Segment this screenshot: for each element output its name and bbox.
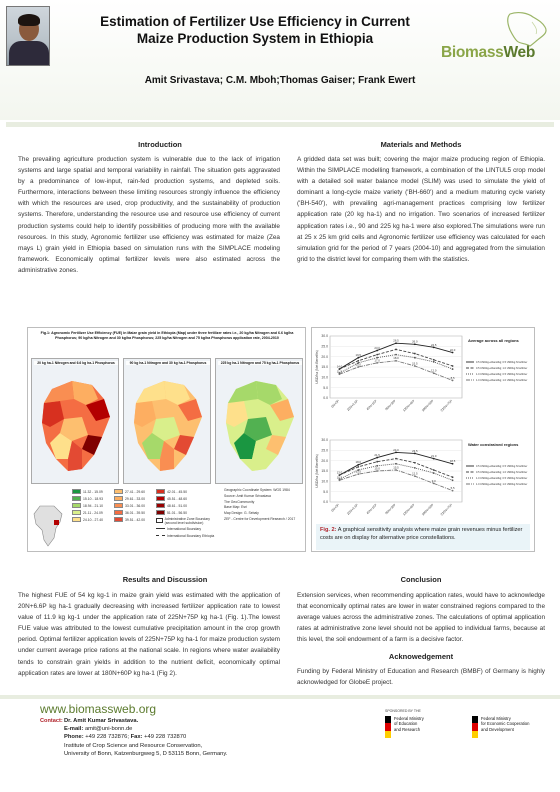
y-tick-label: 10.0 <box>321 375 328 380</box>
methods-title: Materials and Methods <box>380 140 462 149</box>
legend-boundary-zone: Administrative Zone Boundary (second level subdivision) <box>156 516 220 525</box>
data-label: 18.0 <box>393 356 399 361</box>
y-tick-label: 15.0 <box>321 469 328 474</box>
data-label: 21.0 <box>430 454 437 458</box>
data-label: 24.5 <box>430 342 437 347</box>
legend-label: 0.5 USD/kg-ethanol/kg; 1.0 USD/kg N fertilizer <box>476 471 528 474</box>
x-tick-label: 180N+60P <box>420 502 435 517</box>
contact-label: Contact: <box>40 718 63 724</box>
data-point <box>433 359 435 361</box>
data-point <box>376 354 378 356</box>
x-tick-label: 180N+60P <box>420 398 435 413</box>
data-label: 12.5 <box>412 471 418 476</box>
authors: Amit Srivastava; C.M. Mboh;Thomas Gaiser; Frank Ewert <box>144 75 416 86</box>
x-tick-label: 225N+75P <box>439 398 454 413</box>
x-tick-label: 225N+75P <box>439 502 454 517</box>
sponsor-bmbf: Federal Ministry of Education and Research <box>385 716 424 732</box>
y-tick-label: 30.0 <box>321 438 328 443</box>
map-panel-3 <box>215 358 303 484</box>
introduction-text: The prevailing agriculture production system is vulnerable due to the lack of irrigation systems and large spatial and temporal variability in rainfall. The situation gets aggravated by a predominance of low-input, rain-fed production systems, and depleted soils. Furthermore, interactions between these limiting resources strongly influence the efficiency with which the resources are used, crop productivity, and the sustainability of production systems. Therefore, understanding the resource use and resource use efficiency of current production systems could help to identify possibilities of producing more with the available resources. In this study, Agronomic fertilizer use efficiency was estimated for maize (Zea mays L) grain yield in Ethiopia based on simulation runs with the SIMPLACE modeling framework. Economically optimal fertilizer levels were also estimated across the administrative zones. <box>18 156 280 274</box>
data-label: 21.5 <box>374 452 380 457</box>
data-label: 26.0 <box>412 339 418 344</box>
y-axis-label: USD/ha (Net Benefits) <box>315 454 319 488</box>
y-tick-label: 25.0 <box>321 344 328 349</box>
legend-item: 33.01 - 36.00 <box>114 502 152 509</box>
y-tick-label: 30.0 <box>321 334 328 339</box>
data-label: 15.5 <box>393 465 399 470</box>
section-divider <box>6 122 554 127</box>
data-label: 5.5 <box>450 486 455 491</box>
x-tick-label: 135N+45P <box>402 398 416 413</box>
map-2-label: 90 kg ha-1 Nitrogen and 30 kg ha-1 Phosphorus <box>126 361 210 365</box>
data-label: 10.5 <box>336 475 343 480</box>
data-point <box>452 368 454 370</box>
y-tick-label: 0.0 <box>323 396 328 401</box>
legend-item: 42.01 - 45.50 <box>156 488 220 495</box>
data-label: 17.0 <box>374 358 380 363</box>
legend-item: 27.41 - 29.60 <box>114 488 152 495</box>
africa-locator-map-icon <box>32 504 66 548</box>
contact-name: Dr. Amit Kumar Srivastava. <box>64 718 139 724</box>
legend-col-2 <box>114 488 152 523</box>
figure-1-metadata: Geographic Coordinate System: WGS 1984 Source: Amit Kumar Srivastava The GeoCommunity Base Map: Esri Map Design: G. Sebaly ZEF - Centre for Development Research / 2017 <box>224 488 296 521</box>
data-label: 18.5 <box>449 459 456 464</box>
legend-label: 0.5 USD/kg-ethanol/kg; 0.5 USD/kg N fertilizer <box>476 465 528 468</box>
figure-1-caption: Fig.1: Agronomic Fertilizer Use Efficiency (FUE) in Maize grain yield in Ethiopia (Map) under three fertilizer rates i.e., 20 kg/ha Nitrogen and 6.6 kg/ha Phosphorus; 90 kg/ha Nitrogen and 30 kg/ha Phosphorus; 225 kg/ha Nitrogen and 75 kg/ha Phosphorus application rate, 2004-2010 <box>40 331 294 340</box>
legend-item: 45.51 - 48.60 <box>156 495 220 502</box>
legend-label: 1.0 USD/kg-ethanol/kg; 1.0 USD/kg N fertilizer <box>476 379 528 382</box>
german-flag-icon <box>472 716 478 738</box>
legend-col-1 <box>72 488 110 523</box>
data-point <box>414 462 416 464</box>
sponsor-bmz: Federal Ministry for Economic Cooperation and Development <box>472 716 529 732</box>
ethiopia-map-3 <box>216 359 302 483</box>
legend-item: 29.61 - 33.00 <box>114 495 152 502</box>
data-label: 14.0 <box>336 364 343 369</box>
legend-item: 36.01 - 39.50 <box>114 509 152 516</box>
x-tick-label: 0N+0P <box>330 398 341 409</box>
introduction-title: Introduction <box>138 140 182 149</box>
author-photo <box>6 6 50 66</box>
panel-title: Water constrained regions <box>468 442 519 447</box>
x-tick-label: 135N+45P <box>402 502 416 517</box>
legend-label: 1.0 USD/kg-ethanol/kg; 1.0 USD/kg N fertilizer <box>476 483 528 486</box>
legend-item: 11.32 - 15.09 <box>72 488 110 495</box>
data-label: 18.0 <box>355 460 362 465</box>
x-tick-label: 90N+30P <box>384 398 397 412</box>
y-axis-label: USD/ha (Net Benefits) <box>315 350 319 384</box>
y-tick-label: 25.0 <box>321 448 328 453</box>
y-tick-label: 10.0 <box>321 479 328 484</box>
legend-item: 18.94 - 21.10 <box>72 502 110 509</box>
legend-label: 0.5 USD/kg-ethanol/kg; 0.5 USD/kg N fertilizer <box>476 361 528 364</box>
data-point <box>433 472 435 474</box>
legend-item: 15.10 - 18.93 <box>72 495 110 502</box>
map-panel-1 <box>31 358 119 484</box>
biomassweb-logo-text: BiomassWeb <box>440 44 536 61</box>
y-tick-label: 0.0 <box>323 500 328 505</box>
data-label: 13.0 <box>336 470 343 475</box>
data-label: 26.5 <box>393 338 399 343</box>
legend-label: 1.0 USD/kg-ethanol/kg; 0.5 USD/kg N fertilizer <box>476 373 528 376</box>
data-label: 11.5 <box>336 369 343 374</box>
ethiopia-map-1 <box>32 359 118 483</box>
data-label: 22.0 <box>449 347 456 352</box>
y-tick-label: 20.0 <box>321 354 328 359</box>
legend-item: 51.01 - 56.50 <box>156 509 220 516</box>
y-tick-label: 15.0 <box>321 365 328 370</box>
figure-1-map <box>27 327 306 552</box>
x-tick-label: 45N+15P <box>365 398 378 412</box>
data-label: 23.5 <box>412 448 418 453</box>
y-tick-label: 20.0 <box>321 458 328 463</box>
data-label: 13.5 <box>355 469 362 474</box>
x-tick-label: 90N+30P <box>384 502 397 516</box>
ethiopia-map-2 <box>124 359 210 483</box>
data-label: 15.0 <box>374 466 380 471</box>
figure-2-caption: Fig. 2: A graphical sensitivity analysis where maize grain revenues minus fertilizer costs are on display for alternative price constellations. <box>316 524 530 550</box>
data-label: 19.5 <box>355 353 362 358</box>
legend-label: 0.5 USD/kg-ethanol/kg; 1.0 USD/kg N fertilizer <box>476 367 528 370</box>
data-point <box>395 349 397 351</box>
map-panel-2 <box>123 358 211 484</box>
data-point <box>452 365 454 367</box>
data-point <box>452 479 454 481</box>
acknowledgement-title: Acknowedgement <box>388 652 454 661</box>
conclusion-title: Conclusion <box>400 575 442 584</box>
website-link[interactable]: www.biomassweb.org <box>40 702 157 716</box>
x-tick-label: 20N+6.6P <box>346 398 359 412</box>
data-point <box>414 353 416 355</box>
data-label: 15.5 <box>412 361 418 366</box>
data-point <box>395 458 397 460</box>
data-label: 24.0 <box>393 447 399 452</box>
sponsored-by-label: SPONSORED BY THE <box>385 709 421 713</box>
map-1-label: 20 kg ha-1 Nitrogen and 6.6 kg ha-1 Phosphorus <box>34 361 118 365</box>
data-point <box>433 361 435 363</box>
methods-text: A gridded data set was built; covering the major maize producing region of Ethiopia. Within the SIMPLACE modelling framework, a combination of the LINTUL5 crop model with a detailed soil water balance model (SLIM) was used to simulate the yield of dominant a long-cycle maize variety ('BH-660') and a medium maturing cycle variety ('BH-540'), with prevailing agri-management practices comprising low fertilizer application rate (20 kg ha-1) and no irrigation. Two scenarios of increased fertilizer application rates i.e., 90 and 225 kg ha-1 were also explored.The simulations were run at 25 x 25 km grid cells and Agronomic fertilizer use efficiency was calculated for each simulation grid for the period of 7 years (2004-10) and aggregated from the simulation grid to the district level for comparing them with the statistics. <box>297 156 545 263</box>
figure-2-chart <box>311 327 535 552</box>
results-title: Results and Discussion <box>122 575 208 584</box>
map-3-label: 225 kg ha-1 Nitrogen and 75 kg ha-1 Phosphorus <box>218 361 302 365</box>
data-point <box>414 467 416 469</box>
contact-email[interactable]: amit@uni-bonn.de <box>84 726 133 733</box>
results-text: The highest FUE of 54 kg kg-1 in maize grain yield was estimated with the application of 20N+6.6P kg ha-1 gradually decreasing with increased fertilizer application rate to lowest value of 11.9 kg kg-1 under the application rate of 225N+75P kg ha-1 (Fig. 1).The lowest FUE value was attributed to the lowest cumulative precipitation amount in the crop growth period. Optimal fertilizer application levels of 225N+75P kg ha-1 for maize production system under current average price rations at the national scale. In regions where water availability tends to constrain grain yields in addition to the nutrient deficit, economically optimal application rates are lower at 180N+60P kg ha-1 (Fig 2). <box>18 592 280 677</box>
x-tick-label: 0N+0P <box>330 502 341 513</box>
y-tick-label: 5.0 <box>323 385 328 390</box>
legend-item: 39.51 - 42.00 <box>114 516 152 523</box>
x-tick-label: 45N+15P <box>365 502 378 516</box>
data-point <box>433 469 435 471</box>
legend-col-3 <box>156 488 220 539</box>
biomassweb-africa-logo-icon <box>432 8 557 78</box>
net-benefit-charts <box>312 328 534 522</box>
data-point <box>452 476 454 478</box>
x-tick-label: 20N+6.6P <box>346 502 359 516</box>
data-label: 23.0 <box>374 345 380 350</box>
data-point <box>357 466 359 468</box>
data-label: 8.5 <box>450 375 455 380</box>
data-point <box>376 461 378 463</box>
german-flag-icon <box>385 716 391 738</box>
poster-title: Estimation of Fertilizer Use Efficiency in Current Maize Production System in Ethiopia <box>100 14 410 46</box>
legend-item: 21.11 - 24.09 <box>72 509 110 516</box>
legend-item: 24.10 - 27.40 <box>72 516 110 523</box>
data-label: 9.0 <box>431 478 436 483</box>
data-label: 15.0 <box>355 362 362 367</box>
data-point <box>414 357 416 359</box>
legend-item: 48.61 - 51.00 <box>156 502 220 509</box>
data-label: 12.0 <box>430 368 437 373</box>
contact-details: Dr. Amit Kumar Srivastava. E-mail: amit@uni-bonn.de Phone: +49 228 732876; Fax: +49 228 732870 Institute of Crop Science and Resource Conservation, University of Bonn, Katzenburgweg 5, D 53115 Bonn, Germany. <box>64 718 228 757</box>
y-tick-label: 5.0 <box>323 489 328 494</box>
conclusion-text: Extension services, when recommending application rates, would have to acknowledge that economically optimal rates are lower in water constrained regions compared to the average values across the administrative zones. The calculations of optimal application rates at administrative zone level should not be applied to individual farms, because at this level, the soil endowment of a farm is a decisive factor. <box>297 592 545 644</box>
panel-title: Average across all regions <box>468 338 519 343</box>
legend-boundary-eth: International Boundary Ethiopia <box>156 532 220 539</box>
legend-boundary-intl: International Boundary <box>156 525 220 532</box>
legend-label: 1.0 USD/kg-ethanol/kg; 0.5 USD/kg N fertilizer <box>476 477 528 480</box>
acknowledgement-text: Funding by Federal Ministry of Education and Research (BMBF) of Germany is highly acknowledged for GlobeE project. <box>297 668 545 687</box>
